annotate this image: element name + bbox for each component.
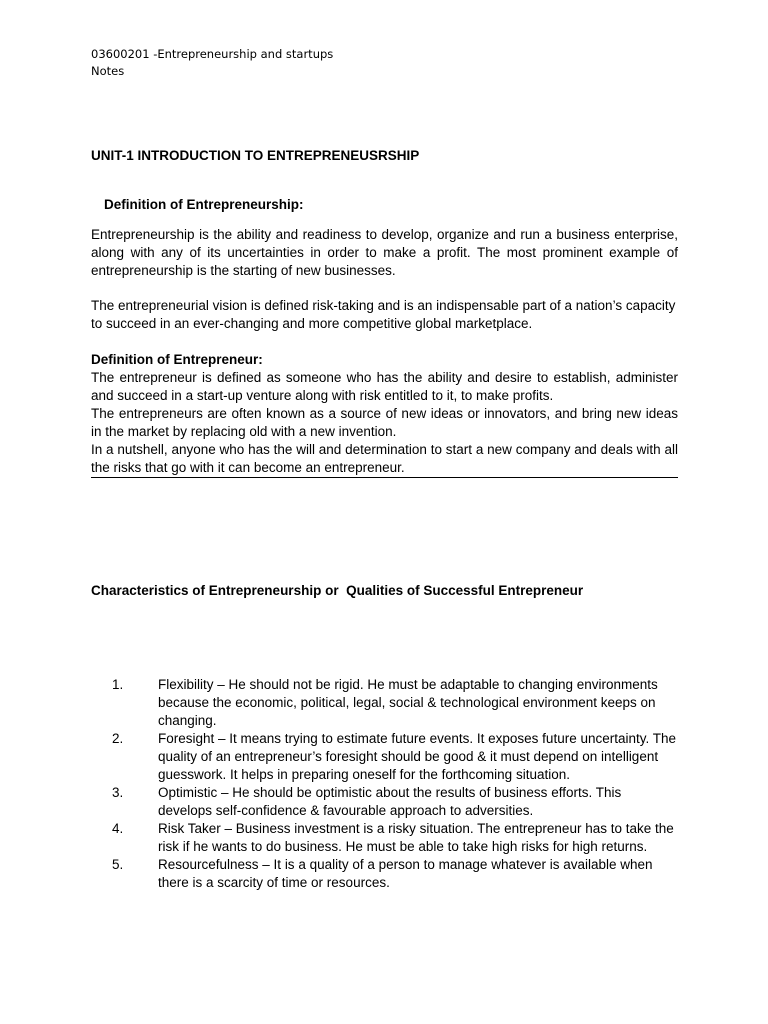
- entrepreneurship-definition-paragraph: Entrepreneurship is the ability and readiness to develop, organize and run a business enterprise, along with any of its uncertainties in order to make a profit. The most prominent example of entrepreneurship is the starting of new businesses.: [91, 227, 678, 278]
- course-code-title: 03600201 -Entrepreneurship and startups: [91, 47, 334, 61]
- list-item-text: Flexibility – He should not be rigid. He must be adaptable to changing environments because the economic, political, legal, social & technological environment keeps on changing.: [158, 677, 658, 728]
- list-item-number: 1.: [112, 677, 124, 692]
- unit-title: UNIT-1 INTRODUCTION TO ENTREPRENEUSRSHIP: [91, 148, 420, 163]
- entrepreneur-definition-heading: Definition of Entrepreneur:: [91, 352, 263, 367]
- entrepreneurial-vision-paragraph: The entrepreneurial vision is defined risk-taking and is an indispensable part of a nation’s capacity to succeed in an ever-changing and more competitive global marketplace.: [91, 298, 676, 331]
- list-item-number: 3.: [112, 785, 124, 800]
- list-item: [112, 820, 678, 856]
- characteristics-list: [112, 676, 678, 892]
- list-item: [112, 856, 678, 892]
- document-header: [91, 46, 333, 80]
- entrepreneur-definition-paragraph: The entrepreneur is defined as someone who has the ability and desire to establish, administer and succeed in a start-up venture along with risk entitled to it, to make profits.: [91, 370, 678, 403]
- entrepreneur-innovators-paragraph: The entrepreneurs are often known as a source of new ideas or innovators, and bring new ideas in the market by replacing old with a new invention.: [91, 406, 678, 439]
- list-item: [112, 784, 678, 820]
- list-item-text: Resourcefulness – It is a quality of a person to manage whatever is available when there is a scarcity of time or resources.: [158, 857, 653, 890]
- document-type: Notes: [91, 64, 125, 78]
- list-item-text: Optimistic – He should be optimistic about the results of business efforts. This develops self-confidence & favourable approach to adversities.: [158, 785, 622, 818]
- characteristics-heading: Characteristics of Entrepreneurship or Qualities of Successful Entrepreneur: [91, 583, 584, 598]
- entrepreneur-nutshell-paragraph: In a nutshell, anyone who has the will and determination to start a new company and deals with all the risks that go with it can become an entrepreneur.: [91, 442, 678, 475]
- entrepreneur-definition-block: [91, 369, 678, 477]
- list-item-number: 2.: [112, 731, 124, 746]
- list-item-text: Foresight – It means trying to estimate future events. It exposes future uncertainty. The quality of an entrepreneur’s foresight should be good & it must depend on intelligent guesswork. It helps in preparing oneself for the forthcoming situation.: [158, 731, 677, 782]
- list-item-number: 4.: [112, 821, 124, 836]
- list-item-number: 5.: [112, 857, 124, 872]
- entrepreneurship-definition-heading: Definition of Entrepreneurship:: [104, 197, 304, 212]
- list-item: [112, 730, 678, 784]
- list-item-text: Risk Taker – Business investment is a risky situation. The entrepreneur has to take the risk if he wants to do business. He must be able to take high risks for high returns.: [158, 821, 674, 854]
- list-item: [112, 676, 678, 730]
- section-divider: [91, 477, 678, 478]
